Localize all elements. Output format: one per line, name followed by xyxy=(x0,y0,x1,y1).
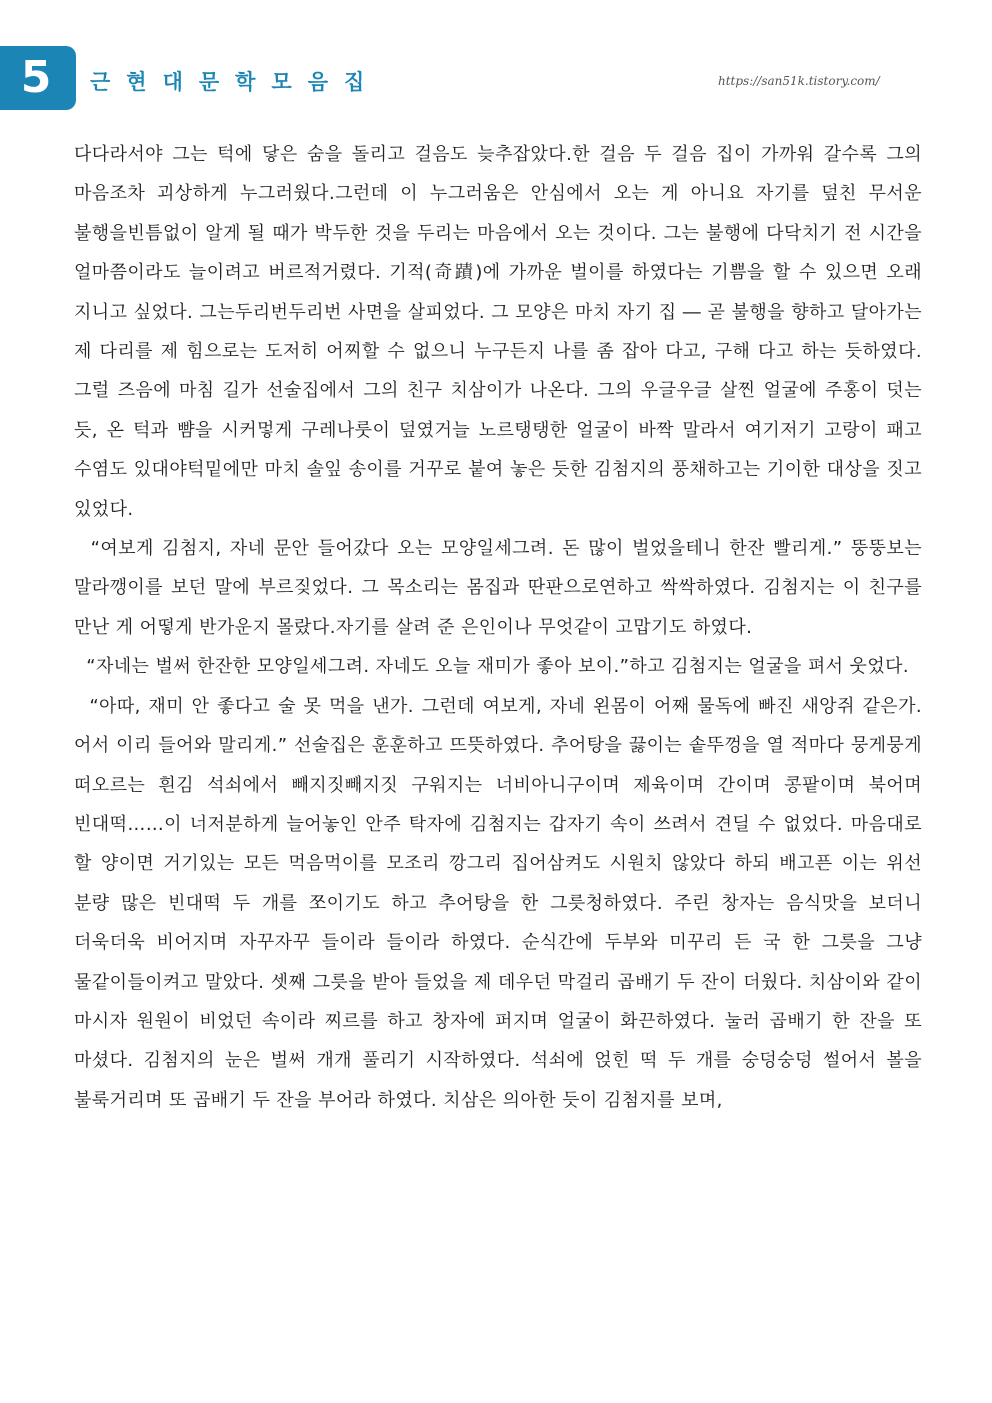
paragraph: “여보게 김첨지, 자네 문안 들어갔다 오는 모양일세그려. 돈 많이 벌었을테니 한잔 빨리게.” 뚱뚱보는 말라깽이를 보던 말에 부르짖었다. 그 목소리는 몸집과 딴판으로연하고 싹싹하였다. 김첨지는 이 친구를 만난 게 어떻게 반가운지 몰랐다.자기를 살려 준 은인이나 무엇같이 고맙기도 하였다. xyxy=(74,538,929,638)
paragraph: “아따, 재미 안 좋다고 술 못 먹을 낸가. 그런데 여보게, 자네 왼몸이 어째 물독에 빠진 새앙쥐 같은가. 어서 이리 들어와 말리게.” 선술집은 훈훈하고 뜨뜻하였다. 추어탕을 끓이는 솥뚜껑을 열 적마다 뭉게뭉게 떠오르는 흰김 석쇠에서 빼지짓빼지짓 구워지는 너비아니구이며 제육이며 간이며 콩팥이며 북어며 빈대떡……이 너저분하게 늘어놓인 안주 탁자에 김첨지는 갑자기 속이 쓰려서 견딜 수 없었다. 마음대로 할 양이면 거기있는 모든 먹음먹이를 모조리 깡그리 집어삼켜도 시원치 않았다 하되 배고픈 이는 위선 분량 많은 빈대떡 두 개를 쪼이기도 하고 추어탕을 한 그릇청하였다. 주린 창자는 음식맛을 보더니 더욱더욱 비어지며 자꾸자꾸 들이라 들이라 하였다. 순식간에 두부와 미꾸리 든 국 한 그릇을 그냥 물같이들이켜고 말았다. 셋째 그릇을 받아 들었을 제 데우던 막걸리 곱배기 두 잔이 더웠다. 치삼이와 같이 마시자 원원이 비었던 속이라 찌르를 하고 창자에 퍼지며 얼굴이 화끈하였다. 눌러 곱배기 한 잔을 또 마셨다. 김첨지의 눈은 벌써 개개 풀리기 시작하였다. 석쇠에 얹힌 떡 두 개를 숭덩숭덩 썰어서 볼을 불룩거리며 또 곱배기 두 잔을 부어라 하였다. 치삼은 의아한 듯이 김첨지를 보며, xyxy=(74,695,929,1111)
chapter-badge xyxy=(0,46,76,110)
paragraph: “자네는 벌써 한잔한 모양일세그려. 자네도 오늘 재미가 좋아 보이.”하고 김첨지는 얼굴을 펴서 웃었다. xyxy=(74,656,910,678)
book-title: 근현대문학모음집 xyxy=(90,70,381,94)
chapter-number: 5 xyxy=(20,52,52,103)
body-text xyxy=(74,135,929,1120)
paragraph: 다다라서야 그는 턱에 닿은 숨을 돌리고 걸음도 늦추잡았다.한 걸음 두 걸음 집이 가까워 갈수록 그의 마음조차 괴상하게 누그러웠다.그런데 이 누그러움은 안심에서 오는 게 아니요 자기를 덮친 무서운 불행을빈틈없이 알게 될 때가 박두한 것을 두리는 마음에서 오는 것이다. 그는 불행에 다닥치기 전 시간을 얼마쯤이라도 늘이려고 버르적거렸다. 기적(奇蹟)에 가까운 벌이를 하였다는 기쁨을 할 수 있으면 오래 지니고 싶었다. 그는두리번두리번 사면을 살피었다. 그 모양은 마치 자기 집 ― 곧 불행을 향하고 달아가는 제 다리를 제 힘으로는 도저히 어찌할 수 없으니 누구든지 나를 좀 잡아 다고, 구해 다고 하는 듯하였다. 그럴 즈음에 마침 길가 선술집에서 그의 친구 치삼이가 나온다. 그의 우글우글 살찐 얼굴에 주홍이 덧는 듯, 온 턱과 뺨을 시커멓게 구레나룻이 덮였거늘 노르탱탱한 얼굴이 바짝 말라서 여기저기 고랑이 패고 수염도 있대야턱밑에만 마치 솔잎 송이를 거꾸로 붙여 놓은 듯한 김첨지의 풍채하고는 기이한 대상을 짓고 있었다. xyxy=(74,144,922,520)
site-url: https://san51k.tistory.com/ xyxy=(718,74,880,88)
